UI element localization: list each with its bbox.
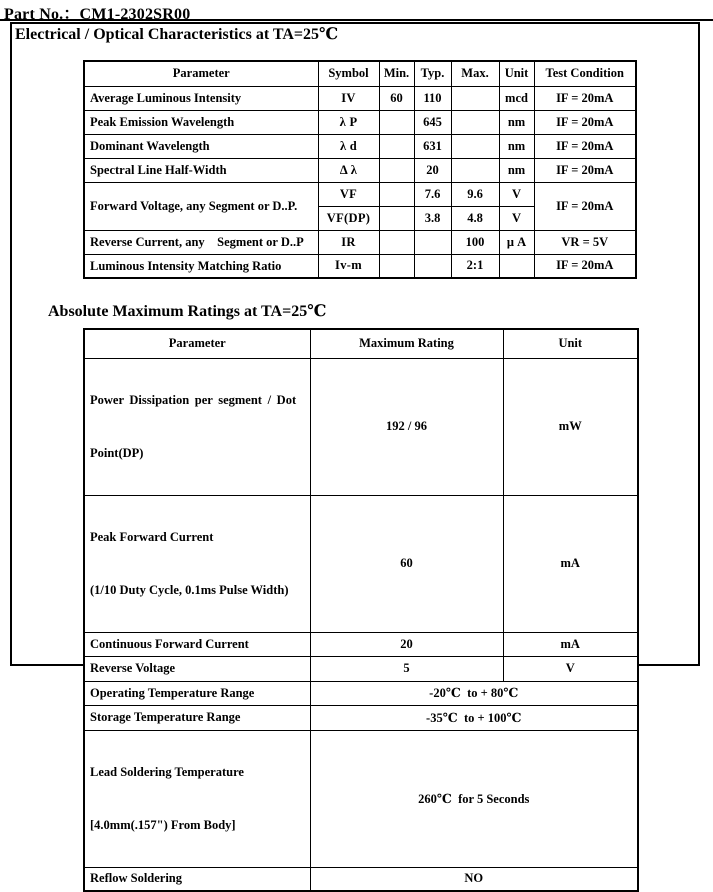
cell-parameter: Peak Emission Wavelength — [84, 110, 318, 134]
cell-symbol: λ d — [318, 134, 379, 158]
cell-test-condition: IF = 20mA — [534, 254, 636, 278]
table-row — [84, 134, 636, 158]
col-header-parameter: Parameter — [84, 61, 318, 86]
cell-max: 100 — [451, 230, 499, 254]
table-row — [84, 495, 638, 632]
cell-max — [451, 86, 499, 110]
cell-typ — [414, 254, 451, 278]
cell-typ: 645 — [414, 110, 451, 134]
part-number: Part No.：CM1-2302SR00 — [4, 6, 191, 23]
cell-parameter: Operating Temperature Range — [84, 681, 310, 705]
cell-test-condition: IF = 20mA — [534, 86, 636, 110]
cell-unit: mW — [503, 358, 638, 495]
cell-maximum-rating: 260℃ for 5 Seconds — [310, 730, 638, 867]
cell-symbol: VF — [318, 182, 379, 206]
cell-typ: 7.6 — [414, 182, 451, 206]
cell-typ: 3.8 — [414, 206, 451, 230]
cell-parameter — [84, 730, 310, 867]
col-header-typ: Typ. — [414, 61, 451, 86]
cell-maximum-rating: 20 — [310, 632, 503, 656]
parameter-line-2: (1/10 Duty Cycle, 0.1ms Pulse Width) — [90, 582, 289, 597]
cell-min — [379, 182, 414, 206]
cell-test-condition: IF = 20mA — [534, 182, 636, 230]
cell-unit: nm — [499, 134, 534, 158]
col-header-min: Min. — [379, 61, 414, 86]
table-header-row — [84, 329, 638, 358]
cell-min — [379, 158, 414, 182]
table-row — [84, 230, 636, 254]
cell-max: 9.6 — [451, 182, 499, 206]
cell-parameter: Reverse Voltage — [84, 656, 310, 681]
cell-unit: V — [499, 206, 534, 230]
table-row — [84, 867, 638, 891]
cell-max: 4.8 — [451, 206, 499, 230]
cell-parameter: Continuous Forward Current — [84, 632, 310, 656]
cell-maximum-rating: 192 / 96 — [310, 358, 503, 495]
cell-maximum-rating: -20℃ to + 80℃ — [310, 681, 638, 705]
table-row — [84, 358, 638, 495]
parameter-line-1: Peak Forward Current — [90, 529, 214, 544]
cell-unit — [499, 254, 534, 278]
table-row — [84, 182, 636, 206]
cell-unit: mA — [503, 495, 638, 632]
maximum-ratings-table — [83, 328, 639, 892]
cell-symbol: λ P — [318, 110, 379, 134]
cell-parameter: Reflow Soldering — [84, 867, 310, 891]
cell-max — [451, 110, 499, 134]
col-header-maximum-rating: Maximum Rating — [310, 329, 503, 358]
cell-symbol: IV — [318, 86, 379, 110]
cell-min — [379, 110, 414, 134]
cell-unit: μ A — [499, 230, 534, 254]
cell-parameter: Luminous Intensity Matching Ratio — [84, 254, 318, 278]
table-row — [84, 632, 638, 656]
table-row — [84, 681, 638, 705]
table-header-row — [84, 61, 636, 86]
col-header-test-condition: Test Condition — [534, 61, 636, 86]
table-row — [84, 656, 638, 681]
electrical-section-title: Electrical / Optical Characteristics at TA=25℃ — [15, 26, 339, 43]
col-header-symbol: Symbol — [318, 61, 379, 86]
cell-unit: nm — [499, 110, 534, 134]
col-header-max: Max. — [451, 61, 499, 86]
cell-maximum-rating: 60 — [310, 495, 503, 632]
cell-parameter: Dominant Wavelength — [84, 134, 318, 158]
table-row — [84, 158, 636, 182]
cell-typ — [414, 230, 451, 254]
col-header-parameter: Parameter — [84, 329, 310, 358]
cell-typ: 20 — [414, 158, 451, 182]
table-row — [84, 86, 636, 110]
cell-parameter: Forward Voltage, any Segment or D..P. — [84, 182, 318, 230]
cell-unit: mcd — [499, 86, 534, 110]
cell-symbol: IR — [318, 230, 379, 254]
parameter-line-1: Power Dissipation per segment / Dot — [90, 392, 297, 407]
col-header-unit: Unit — [499, 61, 534, 86]
cell-parameter — [84, 358, 310, 495]
cell-parameter: Storage Temperature Range — [84, 705, 310, 730]
col-header-unit: Unit — [503, 329, 638, 358]
table-row — [84, 730, 638, 867]
table-row — [84, 110, 636, 134]
cell-symbol: Iv-m — [318, 254, 379, 278]
cell-maximum-rating: NO — [310, 867, 638, 891]
electrical-characteristics-table — [83, 60, 637, 279]
cell-maximum-rating: -35℃ to + 100℃ — [310, 705, 638, 730]
cell-max: 2:1 — [451, 254, 499, 278]
cell-test-condition: IF = 20mA — [534, 158, 636, 182]
cell-min — [379, 206, 414, 230]
cell-max — [451, 158, 499, 182]
parameter-line-1: Lead Soldering Temperature — [90, 764, 244, 779]
cell-min — [379, 254, 414, 278]
cell-typ: 631 — [414, 134, 451, 158]
cell-max — [451, 134, 499, 158]
cell-maximum-rating: 5 — [310, 656, 503, 681]
cell-test-condition: VR = 5V — [534, 230, 636, 254]
cell-test-condition: IF = 20mA — [534, 110, 636, 134]
table-row — [84, 254, 636, 278]
cell-parameter — [84, 495, 310, 632]
cell-unit: V — [499, 182, 534, 206]
cell-min — [379, 230, 414, 254]
cell-min: 60 — [379, 86, 414, 110]
cell-parameter: Reverse Current, any Segment or D..P — [84, 230, 318, 254]
header-divider — [0, 19, 713, 21]
cell-min — [379, 134, 414, 158]
cell-test-condition: IF = 20mA — [534, 134, 636, 158]
cell-parameter: Average Luminous Intensity — [84, 86, 318, 110]
cell-typ: 110 — [414, 86, 451, 110]
ratings-section-title: Absolute Maximum Ratings at TA=25℃ — [48, 303, 327, 320]
cell-unit: mA — [503, 632, 638, 656]
cell-parameter: Spectral Line Half-Width — [84, 158, 318, 182]
cell-symbol: Δ λ — [318, 158, 379, 182]
cell-unit: nm — [499, 158, 534, 182]
cell-unit: V — [503, 656, 638, 681]
parameter-line-2: [4.0mm(.157") From Body] — [90, 817, 236, 832]
cell-symbol: VF(DP) — [318, 206, 379, 230]
parameter-line-2: Point(DP) — [90, 445, 144, 460]
table-row — [84, 705, 638, 730]
